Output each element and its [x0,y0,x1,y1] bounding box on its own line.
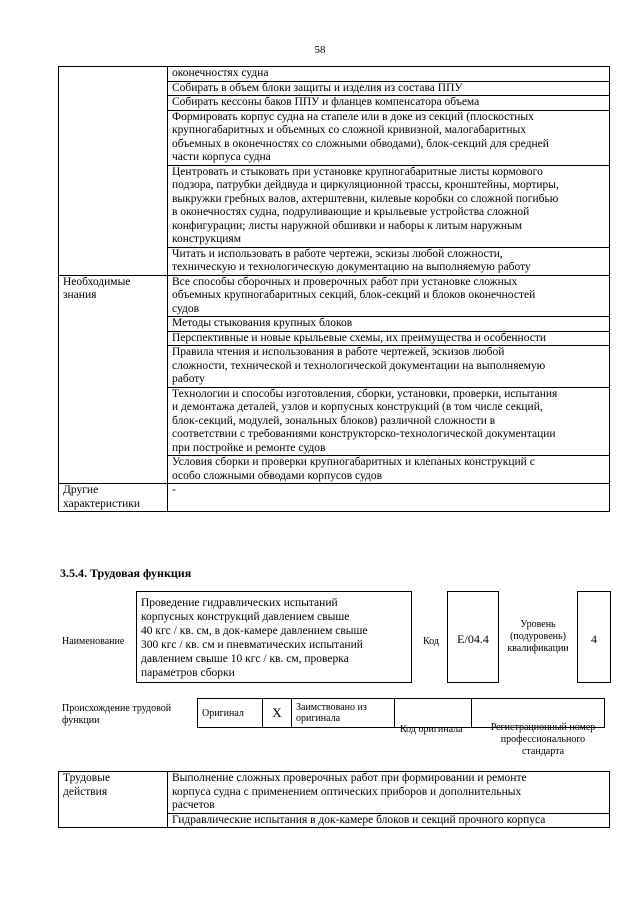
table-row [59,484,610,512]
row-desc-cell: Формировать корпус судна на стапеле или в доке из секций (плоскостных крупногабаритных и объемных со сложной кривизной, малогабаритных объемных в оконечностях со сложными обводами), блок-секций для средней части корпуса судна [168,110,610,165]
row-label-cell [59,772,168,828]
row-label: Необходимые [63,275,131,288]
row-desc-cell: оконечностях судна [168,67,610,82]
table-row [59,67,610,82]
row-desc-cell: Собирать в объем блоки защиты и изделия из состава ППУ [168,81,610,96]
row-desc-cell: - [168,484,610,512]
row-desc-cell: Выполнение сложных проверочных работ при формировании и ремонте корпуса судна с применением оптических приборов и дополнительных расчетов [168,772,610,814]
row-desc-cell: Правила чтения и использования в работе чертежей, эскизов любой сложности, технической и технологической документации на выполняемую работу [168,346,610,388]
row-desc-cell: Центровать и стыковать при установке крупногабаритные листы кормового подзора, патрубки дейдвуда и циркуляционной трассы, кронштейны, мортиры, выкружки гребных валов, ахтерштевни, килевые коробки со сложной погибью в оконечностях судна, подруливающие и крыльевые устройства сложной конфигурации; листы наружной обшивки и наборы к литым наружным конструкциям [168,165,610,247]
row-label-cell [59,67,168,276]
row-label: Трудовые [63,772,111,784]
borrowed-label: Заимствовано из оригинала [292,699,395,728]
row-label: знания [63,289,97,301]
row-desc-cell: Читать и использовать в работе чертежи, эскизы любой сложности, техническую и технологическую документацию на выполняемую работу [168,247,610,275]
actions-table [58,771,610,828]
row-desc-cell: Условия сборки и проверки крупногабаритных и клепаных конструкций с особо сложными обводами корпусов судов [168,456,610,484]
original-label: Оригинал [198,699,263,728]
row-desc-cell: Технологии и способы изготовления, сборки, установки, проверки, испытания и демонтажа деталей, узлов и корпусных конструкций (в том числе секций, блок-секций, модулей, зональных блоков) различной сложности в соответствии с требованиями конструкторско-технологической документации при постройке и ремонте судов [168,387,610,456]
page-number: 58 [314,44,326,56]
function-code: E/04.4 [447,591,499,683]
row-label-cell [59,484,168,512]
row-desc-cell: Гидравлические испытания в док-камере блоков и секций прочного корпуса [168,813,610,828]
qualification-level: 4 [577,591,611,683]
original-mark: X [263,699,292,728]
row-label: Другие [63,484,99,496]
table-row [59,772,610,814]
row-desc-cell: Перспективные и новые крыльевые схемы, их преимущества и особенности [168,331,610,346]
row-desc-cell: Все способы сборочных и проверочных работ при установке сложных объемных крупногабаритных секций, блок-секций и блоков оконечностей судов [168,275,610,317]
row-label: действия [63,785,108,798]
name-label: Наименование [62,636,125,647]
knowledge-table [58,66,610,512]
row-desc-cell: Методы стыкования крупных блоков [168,317,610,332]
row-desc-cell: Собирать кессоны баков ППУ и фланцев компенсатора объема [168,96,610,111]
row-label: характеристики [63,497,141,510]
origin-label: Происхождение трудовой функции [62,703,172,726]
function-name-box: Проведение гидравлических испытаний корпусных конструкций давлением свыше 40 кгс / кв. см, в док-камере давлением свыше 300 кгс / кв. см и пневматических испытаний давлением свыше 10 кгс / кв. см, проверка параметров сборки [136,591,412,683]
qualification-level-label: Уровень (подуровень) квалификации [507,619,569,654]
table-row [59,275,610,317]
code-label: Код [423,636,439,647]
reg-number-label: Регистрационный номер профессионального стандарта [490,722,596,757]
code-original-label: Код оригинала [400,724,463,735]
section-heading: 3.5.4. Трудовая функция [60,566,192,580]
row-label-cell [59,275,168,484]
